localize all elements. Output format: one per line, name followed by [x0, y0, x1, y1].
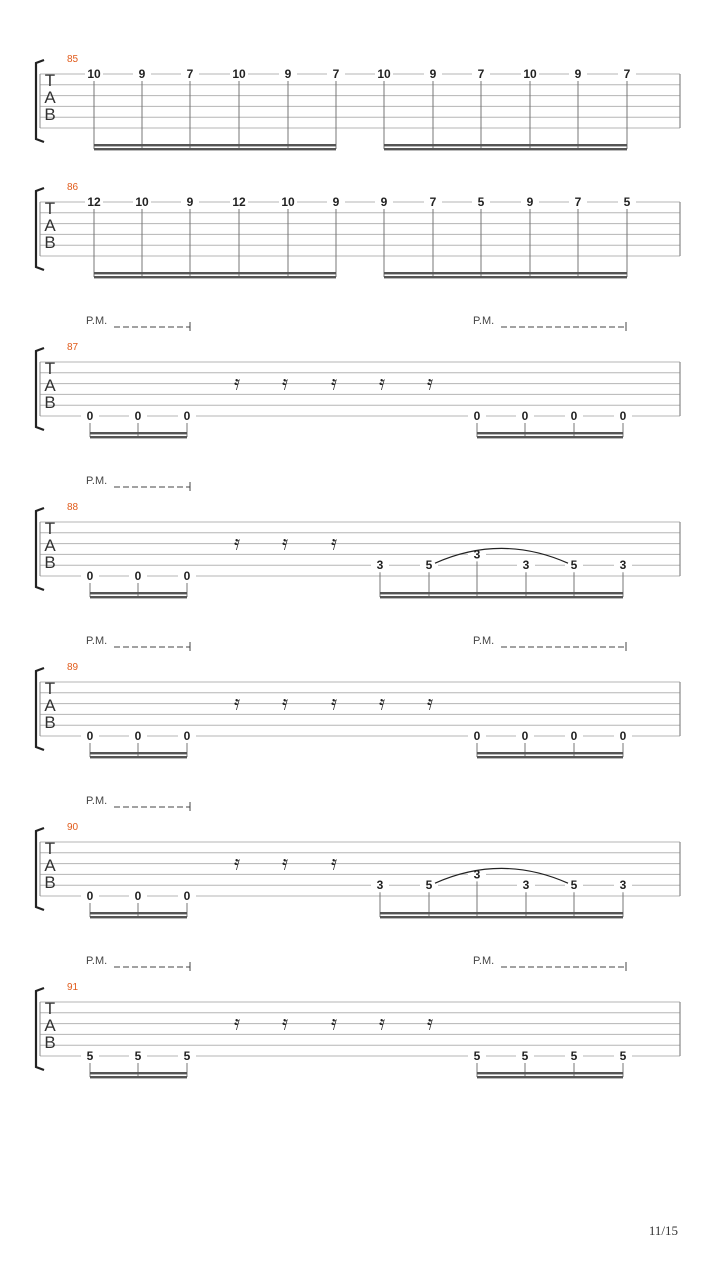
fret-number: 0	[183, 409, 191, 423]
beam-primary	[384, 144, 627, 146]
fret-number: 3	[522, 878, 530, 893]
beam-secondary	[477, 436, 623, 438]
sixteenth-rest: 𝄿	[378, 1010, 386, 1035]
palm-mute-label: P.M.	[86, 795, 108, 807]
fret-number: 0	[521, 409, 529, 423]
beam-primary	[94, 144, 336, 146]
sixteenth-rest: 𝄿	[233, 530, 241, 555]
fret-number: 5	[521, 1049, 529, 1063]
fret-number: 7	[477, 67, 485, 81]
sixteenth-rest: 𝄿	[281, 850, 289, 875]
fret-number: 0	[86, 889, 94, 903]
fret-number: 5	[183, 1049, 191, 1063]
fret-number: 5	[86, 1049, 94, 1063]
beam-secondary	[90, 756, 187, 758]
fret-number: 0	[473, 729, 481, 743]
sixteenth-rest: 𝄿	[426, 690, 434, 715]
beam-secondary	[477, 756, 623, 758]
fret-number: 5	[570, 558, 578, 573]
tab-clef-letter: T	[44, 359, 56, 378]
fret-number: 0	[134, 729, 142, 743]
fret-number: 0	[183, 569, 191, 583]
palm-mute-label: P.M.	[473, 315, 495, 327]
palm-mute-label: P.M.	[86, 955, 108, 967]
palm-mute	[86, 315, 190, 331]
palm-mute	[473, 315, 626, 331]
palm-mute	[86, 795, 190, 811]
beam-group	[81, 889, 196, 918]
beam-secondary	[477, 1076, 623, 1078]
fret-number: 7	[332, 67, 340, 81]
fret-number: 9	[526, 195, 534, 209]
beam-secondary	[90, 436, 187, 438]
tie-arc	[435, 548, 568, 563]
measure-number: 87	[67, 342, 79, 353]
beam-primary	[477, 1072, 623, 1074]
tab-clef-letter: A	[44, 376, 56, 395]
tab-system	[36, 315, 680, 438]
fret-number: 10	[232, 67, 246, 81]
palm-mute-label: P.M.	[86, 315, 108, 327]
page-number: 11/15	[648, 1223, 678, 1238]
palm-mute	[86, 475, 190, 491]
fret-number: 5	[570, 1049, 578, 1063]
measure-number: 85	[67, 54, 79, 65]
fret-number: 5	[425, 878, 433, 893]
sixteenth-rest: 𝄿	[281, 1010, 289, 1035]
beam-group	[81, 1049, 196, 1078]
fret-number: 9	[138, 67, 146, 81]
fret-number: 7	[574, 195, 582, 209]
sixteenth-rest: 𝄿	[330, 370, 338, 395]
tab-system	[36, 795, 680, 918]
fret-number: 3	[473, 547, 481, 562]
palm-mute	[473, 955, 626, 971]
sixteenth-rest: 𝄿	[233, 1010, 241, 1035]
tab-clef-letter: B	[44, 553, 56, 572]
measure-number: 88	[67, 502, 79, 513]
beam-secondary	[90, 916, 187, 918]
sixteenth-rest: 𝄿	[281, 530, 289, 555]
fret-number: 5	[623, 195, 631, 209]
fret-number: 0	[134, 569, 142, 583]
tab-clef-letter: A	[44, 216, 56, 235]
sixteenth-rest: 𝄿	[378, 370, 386, 395]
tab-clef-letter: B	[44, 233, 56, 252]
beam-primary	[90, 592, 187, 594]
fret-number: 3	[619, 878, 627, 893]
sixteenth-rest: 𝄿	[233, 850, 241, 875]
fret-number: 7	[429, 195, 437, 209]
tab-clef-letter: A	[44, 536, 56, 555]
tie-arc	[435, 868, 568, 883]
sixteenth-rest: 𝄿	[281, 370, 289, 395]
beam-primary	[384, 272, 627, 274]
fret-number: 0	[521, 729, 529, 743]
fret-number: 12	[87, 195, 101, 209]
tab-clef-letter: T	[44, 71, 56, 90]
tab-clef-letter: A	[44, 696, 56, 715]
beam-secondary	[94, 276, 336, 278]
beam-primary	[90, 1072, 187, 1074]
beam-group	[468, 729, 632, 758]
palm-mute	[86, 635, 190, 651]
tab-system	[36, 475, 680, 598]
fret-number: 7	[623, 67, 631, 81]
fret-number: 0	[86, 729, 94, 743]
sixteenth-rest: 𝄿	[330, 690, 338, 715]
beam-secondary	[90, 1076, 187, 1078]
fret-number: 5	[134, 1049, 142, 1063]
fret-number: 9	[186, 195, 194, 209]
beam-secondary	[94, 148, 336, 150]
beam-group	[81, 729, 196, 758]
tab-clef-letter: A	[44, 856, 56, 875]
fret-number: 0	[183, 889, 191, 903]
tab-clef-letter: B	[44, 713, 56, 732]
tab-clef-letter: B	[44, 393, 56, 412]
beam-group	[85, 195, 345, 278]
fret-number: 5	[570, 878, 578, 893]
beam-primary	[90, 912, 187, 914]
beam-group	[371, 867, 632, 918]
sixteenth-rest: 𝄿	[378, 690, 386, 715]
beam-primary	[477, 432, 623, 434]
sixteenth-rest: 𝄿	[426, 370, 434, 395]
sixteenth-rest: 𝄿	[281, 690, 289, 715]
beam-group	[371, 547, 632, 598]
tab-system	[36, 955, 680, 1078]
fret-number: 10	[523, 67, 537, 81]
measure-number: 86	[67, 182, 79, 193]
tab-clef-letter: B	[44, 873, 56, 892]
fret-number: 5	[619, 1049, 627, 1063]
fret-number: 5	[473, 1049, 481, 1063]
fret-number: 9	[284, 67, 292, 81]
sixteenth-rest: 𝄿	[233, 370, 241, 395]
beam-group	[85, 67, 345, 150]
sixteenth-rest: 𝄿	[330, 1010, 338, 1035]
palm-mute-label: P.M.	[473, 635, 495, 647]
fret-number: 3	[376, 878, 384, 893]
fret-number: 3	[376, 558, 384, 573]
beam-secondary	[380, 596, 623, 598]
sixteenth-rest: 𝄿	[426, 1010, 434, 1035]
tab-clef-letter: B	[44, 105, 56, 124]
fret-number: 0	[134, 409, 142, 423]
fret-number: 3	[522, 558, 530, 573]
sixteenth-rest: 𝄿	[233, 690, 241, 715]
beam-primary	[90, 432, 187, 434]
fret-number: 0	[570, 729, 578, 743]
tab-system	[36, 182, 680, 278]
fret-number: 12	[232, 195, 246, 209]
beam-primary	[94, 272, 336, 274]
beam-group	[468, 409, 632, 438]
palm-mute-label: P.M.	[473, 955, 495, 967]
fret-number: 10	[281, 195, 295, 209]
fret-number: 9	[332, 195, 340, 209]
beam-group	[468, 1049, 632, 1078]
measure-number: 91	[67, 982, 79, 993]
fret-number: 0	[134, 889, 142, 903]
palm-mute	[473, 635, 626, 651]
palm-mute-label: P.M.	[86, 635, 108, 647]
sixteenth-rest: 𝄿	[330, 530, 338, 555]
fret-number: 10	[87, 67, 101, 81]
fret-number: 0	[86, 409, 94, 423]
palm-mute-label: P.M.	[86, 475, 108, 487]
sixteenth-rest: 𝄿	[330, 850, 338, 875]
tab-system	[36, 54, 680, 150]
beam-group	[81, 409, 196, 438]
fret-number: 0	[183, 729, 191, 743]
tab-clef-letter: T	[44, 679, 56, 698]
fret-number: 0	[473, 409, 481, 423]
fret-number: 7	[186, 67, 194, 81]
beam-primary	[477, 752, 623, 754]
measure-number: 89	[67, 662, 79, 673]
fret-number: 5	[477, 195, 485, 209]
tab-clef-letter: A	[44, 88, 56, 107]
tab-clef-letter: T	[44, 519, 56, 538]
fret-number: 0	[86, 569, 94, 583]
fret-number: 3	[619, 558, 627, 573]
tab-clef-letter: A	[44, 1016, 56, 1035]
beam-secondary	[380, 916, 623, 918]
beam-group	[81, 569, 196, 598]
fret-number: 3	[473, 867, 481, 882]
tab-system	[36, 635, 680, 758]
beam-secondary	[384, 148, 627, 150]
beam-secondary	[90, 596, 187, 598]
beam-primary	[90, 752, 187, 754]
fret-number: 0	[570, 409, 578, 423]
fret-number: 9	[574, 67, 582, 81]
fret-number: 10	[377, 67, 391, 81]
tab-clef-letter: T	[44, 999, 56, 1018]
tab-clef-letter: T	[44, 839, 56, 858]
measure-number: 90	[67, 822, 79, 833]
beam-primary	[380, 912, 623, 914]
beam-group	[375, 195, 636, 278]
fret-number: 0	[619, 729, 627, 743]
fret-number: 9	[429, 67, 437, 81]
fret-number: 9	[380, 195, 388, 209]
fret-number: 5	[425, 558, 433, 573]
tab-clef-letter: B	[44, 1033, 56, 1052]
tab-clef-letter: T	[44, 199, 56, 218]
beam-secondary	[384, 276, 627, 278]
palm-mute	[86, 955, 190, 971]
fret-number: 0	[619, 409, 627, 423]
beam-group	[375, 67, 636, 150]
fret-number: 10	[135, 195, 149, 209]
beam-primary	[380, 592, 623, 594]
